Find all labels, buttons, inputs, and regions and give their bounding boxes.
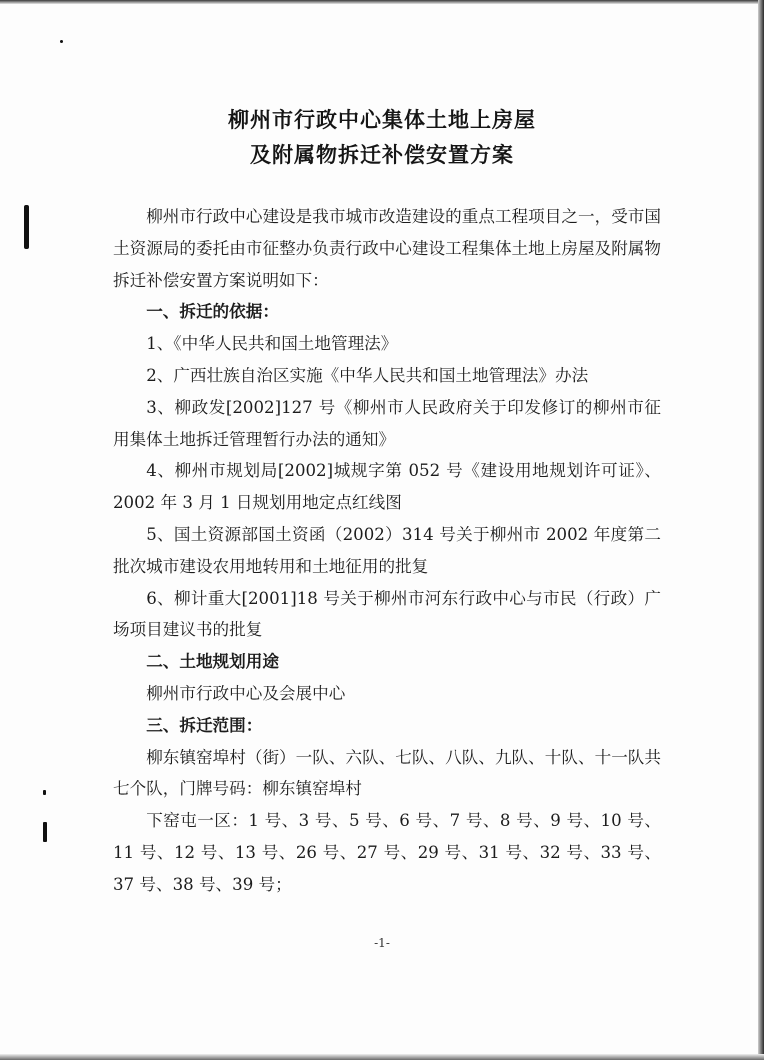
scan-edge-bottom [0, 1054, 764, 1060]
binding-mark [24, 205, 29, 249]
section-heading: 二、土地规划用途 [146, 652, 279, 672]
body-paragraph: 2、广西壮族自治区实施《中华人民共和国土地管理法》办法 [146, 365, 589, 385]
section-heading: 三、拆迁范围： [146, 715, 263, 735]
scan-edge-top [0, 0, 764, 4]
body-paragraph: 1、《中华人民共和国土地管理法》 [146, 334, 398, 354]
section-heading: 一、拆迁的依据： [146, 302, 279, 322]
binding-mark [43, 790, 46, 795]
body-paragraph: 下窑屯一区：1 号、3 号、5 号、6 号、7 号、8 号、9 号、10 号、11 号、12 号、13 号、26 号、27 号、29 号、31 号、32 号、33 号、37 号、38 号、39 号； [113, 811, 661, 894]
body-paragraph: 4、柳州市规划局[2002]城规字第 052 号《建设用地规划许可证》、2002 年 3 月 1 日规划用地定点红线图 [113, 461, 661, 513]
body-paragraph: 5、国土资源部国土资函（2002）314 号关于柳州市 2002 年度第二批次城市建设农用地转用和土地征用的批复 [113, 524, 661, 576]
body-paragraph: 柳州市行政中心及会展中心 [146, 683, 346, 703]
body-paragraph: 6、柳计重大[2001]18 号关于柳州市河东行政中心与市民（行政）广场项目建议书的批复 [113, 588, 661, 640]
document-title-line-1: 柳州市行政中心集体土地上房屋 [228, 108, 536, 132]
scan-speck [60, 40, 63, 43]
document-title-line-2: 及附属物拆迁补偿安置方案 [250, 143, 514, 167]
body-paragraph: 柳州市行政中心建设是我市城市改造建设的重点工程项目之一，受市国土资源局的委托由市征整办负责行政中心建设工程集体土地上房屋及附属物拆迁补偿安置方案说明如下： [113, 207, 661, 290]
binding-mark [43, 822, 47, 842]
body-paragraph: 柳东镇窑埠村（街）一队、六队、七队、八队、九队、十队、十一队共七个队，门牌号码：柳东镇窑埠村 [113, 747, 661, 799]
body-paragraph: 3、柳政发[2002]127 号《柳州市人民政府关于印发修订的柳州市征用集体土地拆迁管理暂行办法的通知》 [113, 397, 661, 449]
page-number: -1- [374, 936, 390, 950]
document-body [113, 201, 661, 901]
